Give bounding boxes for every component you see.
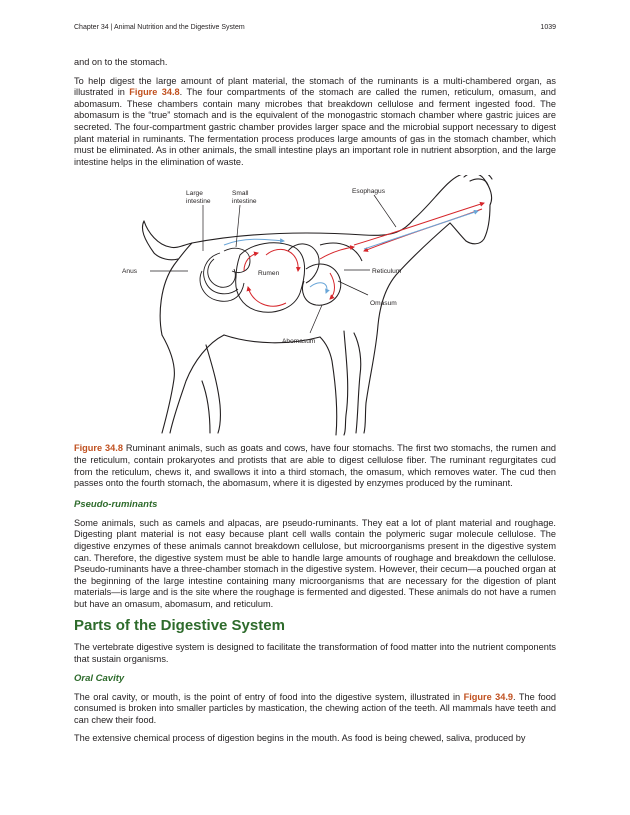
food-path-red-arrows	[244, 203, 484, 306]
stomach-chambers	[236, 243, 362, 312]
caption-number: Figure 34.8	[74, 443, 123, 454]
label-anus: Anus	[122, 268, 138, 276]
goat-digestive-figure	[74, 175, 556, 437]
parts-digestive-heading: Parts of the Digestive System	[74, 617, 285, 635]
figure-caption	[74, 443, 556, 489]
oral-cavity-heading: Oral Cavity	[74, 672, 125, 684]
page-number: 1039	[540, 24, 556, 31]
label-rumen: Rumen	[258, 270, 280, 278]
paragraph-text: . The food consumed is broken into smaller particles by mastication, the chewing action of the teeth. All mammals have teeth and can chew their food.	[74, 691, 556, 725]
intestine-coils	[200, 249, 250, 302]
caption-text: Ruminant animals, such as goats and cows, have four stomachs. The first two stomachs, the rumen and the reticulum, contain prokaryotes and protists that are able to digest cellulose fiber. The ruminant regurgitates cud from the reticulum, chews it, and swallows it into a third stomach, the omasum, which removes water. The cud then passes onto the fourth stomach, the abomasum, where it is digested by enzymes produced by the ruminant.	[74, 443, 556, 489]
goat-illustration	[74, 175, 556, 437]
paragraph-text: . The four compartments of the stomach are called the rumen, reticulum, omasum, and abomasum. These chambers contain many microbes that breakdown cellulose and ferment ingested food. The abomasum is the “true” stomach and is the equivalent of the monogastric stomach chamber where gastric juices are secreted. The four-compartment gastric chamber provides larger space and the microbial support necessary to digest plant material in ruminants. The fermentation process produces large amounts of gas in the stomach chamber, which must be eliminated. As in other animals, the small intestine plays an important role in nutrient absorption, and the large intestine helps in the elimination of waste.	[74, 87, 556, 167]
paragraph-continuation: and on to the stomach.	[74, 57, 168, 67]
digestion-paragraph: The extensive chemical process of digestion begins in the mouth. As food is being chewed, saliva, produced by	[74, 733, 526, 744]
food-path-blue-arrows	[224, 211, 478, 293]
pseudo-ruminants-paragraph: Some animals, such as camels and alpacas, are pseudo-ruminants. They eat a lot of plant material and roughage. Digesting plant material is not easy because plant cell walls contain the polymeric sugar molecule cellulose. The digestive enzymes of these animals cannot breakdown cellulose, but microorganisms present in the digestive system can. Therefore, the digestive system must be able to handle large amounts of roughage and breakdown the cellulose. Pseudo-ruminants have a three-chamber stomach in the digestive system. However, their cecum—a pouched organ at the beginning of the large intestine containing many microorganisms that are necessary for the digestion of plant materials—is large and is the site where the roughage is fermented and digested. These animals do not have a rumen but have an omasum, abomasum, and reticulum.	[74, 517, 556, 609]
label-small-intestine-1: Small	[232, 190, 249, 198]
label-large-intestine-1: Large	[186, 190, 203, 198]
pseudo-ruminants-heading: Pseudo-ruminants	[74, 498, 158, 510]
paragraph-text: To help digest the large amount of plant material, the stomach of the ruminants is a multi-chambered organ, as illustrated in	[74, 75, 556, 98]
parts-digestive-paragraph: The vertebrate digestive system is designed to facilitate the transformation of food matter into the nutrient components that sustain organisms.	[74, 642, 556, 665]
oral-cavity-paragraph	[74, 692, 556, 727]
label-small-intestine-2: intestine	[232, 198, 257, 206]
chapter-title: Chapter 34 | Animal Nutrition and the Digestive System	[74, 24, 245, 31]
label-omasum: Omasum	[370, 300, 397, 308]
paragraph-ruminants	[74, 76, 556, 169]
label-abomasum: Abomasum	[282, 338, 316, 346]
label-reticulum: Reticulum	[372, 268, 402, 276]
figure-34-8-link[interactable]: Figure 34.8	[129, 87, 180, 98]
label-large-intestine-2: intestine	[186, 198, 211, 206]
figure-34-9-link[interactable]: Figure 34.9	[463, 691, 514, 702]
label-esophagus: Esophagus	[352, 188, 385, 196]
paragraph-text: The oral cavity, or mouth, is the point of entry of food into the digestive system, illustrated in	[74, 691, 464, 702]
running-header	[74, 24, 556, 31]
page-content	[74, 57, 556, 752]
